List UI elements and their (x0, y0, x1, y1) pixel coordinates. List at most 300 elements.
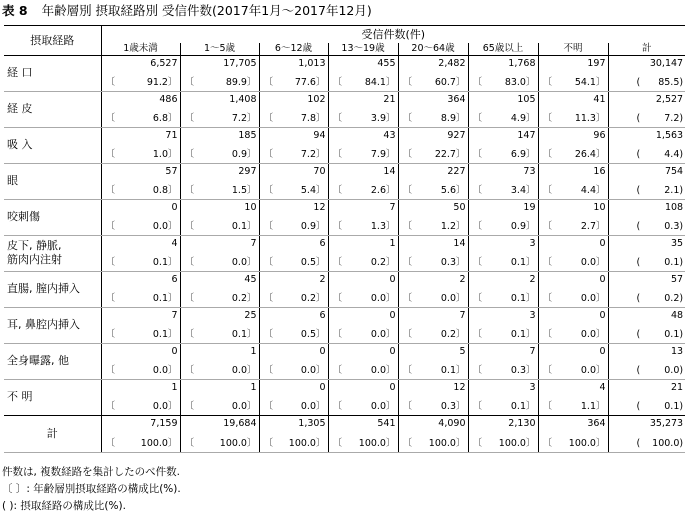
percent-value (637, 257, 684, 269)
close-bracket: 〕 (167, 112, 178, 124)
data-cell (101, 271, 180, 307)
close-bracket: 〕 (246, 148, 257, 160)
row-label-text: 計 (46, 426, 58, 440)
open-bracket: 〔 (105, 292, 116, 304)
close-bracket: 〕 (315, 292, 326, 304)
stats-table (4, 25, 685, 453)
open-bracket: 〔 (332, 148, 343, 160)
open-bracket: 〔 (105, 400, 116, 412)
data-cell (398, 307, 468, 343)
open-bracket: 〔 (542, 184, 553, 196)
percent-number: 0.9 (510, 220, 526, 232)
percent-value (473, 329, 536, 341)
row-label (4, 235, 101, 271)
data-cell (398, 379, 468, 415)
row-label (4, 415, 101, 452)
close-bracket: 〕 (246, 364, 257, 376)
percent-value (403, 149, 466, 161)
percent-number: 100.0 (568, 437, 596, 449)
close-paren: ) (679, 112, 684, 124)
percent-number: 0.0 (580, 328, 596, 340)
percent-number: 0.1 (510, 292, 526, 304)
count-value: 4 (599, 381, 606, 393)
open-paren: ( (636, 112, 641, 124)
close-bracket: 〕 (167, 437, 178, 449)
percent-number: 0.0 (580, 256, 596, 268)
open-bracket: 〔 (332, 364, 343, 376)
row-label (4, 127, 101, 163)
data-cell (101, 415, 180, 452)
data-cell (468, 55, 538, 91)
count-value: 0 (599, 237, 606, 249)
count-value: 41 (593, 93, 606, 105)
count-value: 1,408 (229, 93, 257, 105)
close-bracket: 〕 (595, 328, 606, 340)
count-value: 197 (587, 57, 606, 69)
count-value: 19,684 (223, 417, 257, 429)
close-bracket: 〕 (525, 328, 536, 340)
open-paren: ( (636, 220, 641, 232)
open-bracket: 〔 (332, 184, 343, 196)
percent-number: 2.6 (370, 184, 386, 196)
footnote: 〔 〕: 年齢層別摂取経路の構成比(%). (2, 483, 181, 495)
percent-number: 5.4 (300, 184, 316, 196)
count-value: 13 (671, 345, 684, 357)
column-header: 13～19歳 (328, 43, 398, 56)
open-bracket: 〔 (472, 220, 483, 232)
row-label (4, 163, 101, 199)
count-value: 71 (165, 129, 178, 141)
percent-number: 0.8 (152, 184, 168, 196)
data-cell (608, 127, 685, 163)
percent-value (403, 438, 466, 450)
count-value: 2 (529, 273, 536, 285)
percent-number: 100.0 (219, 437, 247, 449)
open-bracket: 〔 (263, 112, 274, 124)
percent-value (185, 438, 257, 450)
count-value: 0 (389, 381, 396, 393)
count-value: 7 (389, 201, 396, 213)
data-cell (328, 127, 398, 163)
percent-value (333, 329, 396, 341)
percent-number: 0.1 (664, 256, 680, 268)
close-bracket: 〕 (167, 220, 178, 232)
data-cell (180, 343, 259, 379)
close-bracket: 〕 (246, 220, 257, 232)
data-cell (608, 415, 685, 452)
data-cell (180, 55, 259, 91)
percent-value (637, 438, 684, 450)
count-value: 6,527 (150, 57, 178, 69)
close-bracket: 〕 (595, 400, 606, 412)
row-label-text: 咬刺傷 (7, 210, 40, 223)
close-bracket: 〕 (167, 292, 178, 304)
percent-number: 7.2 (231, 112, 247, 124)
percent-number: 26.4 (574, 148, 596, 160)
percent-value (264, 113, 326, 125)
percent-number: 2.7 (580, 220, 596, 232)
open-bracket: 〔 (402, 148, 413, 160)
percent-value (637, 185, 684, 197)
count-value: 12 (313, 201, 326, 213)
percent-value (333, 149, 396, 161)
open-paren: ( (636, 437, 641, 449)
close-paren: ) (679, 437, 684, 449)
count-value: 2,527 (655, 93, 684, 105)
count-value: 364 (587, 417, 606, 429)
close-bracket: 〕 (455, 220, 466, 232)
data-cell (398, 91, 468, 127)
count-value: 7 (171, 309, 178, 321)
close-bracket: 〕 (455, 148, 466, 160)
count-value: 754 (664, 165, 684, 177)
count-value: 0 (319, 381, 326, 393)
data-cell (468, 271, 538, 307)
close-bracket: 〕 (385, 292, 396, 304)
data-cell (101, 199, 180, 235)
close-bracket: 〕 (246, 76, 257, 88)
close-bracket: 〕 (315, 148, 326, 160)
close-bracket: 〕 (525, 400, 536, 412)
row-label-text: 不 明 (7, 390, 33, 403)
percent-value (333, 293, 396, 305)
percent-value (403, 293, 466, 305)
open-bracket: 〔 (332, 220, 343, 232)
percent-number: 8.9 (440, 112, 456, 124)
percent-number: 100.0 (498, 437, 526, 449)
data-cell (538, 91, 608, 127)
count-value: 4,090 (438, 417, 466, 429)
count-value: 21 (383, 93, 396, 105)
row-label-text: 眼 (7, 174, 18, 187)
count-value: 1 (250, 345, 257, 357)
close-bracket: 〕 (455, 256, 466, 268)
count-value: 1,013 (298, 57, 326, 69)
count-value: 105 (517, 93, 536, 105)
footnote: ( ): 摂取経路の構成比(%). (2, 500, 126, 512)
percent-number: 6.8 (152, 112, 168, 124)
percent-number: 4.9 (510, 112, 526, 124)
data-cell (398, 199, 468, 235)
percent-number: 0.2 (231, 292, 247, 304)
close-bracket: 〕 (455, 364, 466, 376)
close-bracket: 〕 (385, 437, 396, 449)
percent-number: 0.1 (152, 256, 168, 268)
open-bracket: 〔 (263, 400, 274, 412)
close-bracket: 〕 (525, 292, 536, 304)
data-cell (468, 235, 538, 271)
close-bracket: 〕 (595, 184, 606, 196)
percent-value (106, 149, 178, 161)
data-cell (398, 127, 468, 163)
close-bracket: 〕 (167, 76, 178, 88)
close-bracket: 〕 (246, 437, 257, 449)
percent-value (264, 438, 326, 450)
count-value: 1,305 (298, 417, 326, 429)
percent-value (403, 257, 466, 269)
percent-number: 3.4 (510, 184, 526, 196)
percent-number: 1.0 (152, 148, 168, 160)
open-bracket: 〔 (472, 364, 483, 376)
data-cell (468, 307, 538, 343)
count-value: 1 (389, 237, 396, 249)
table-row (4, 127, 685, 163)
open-bracket: 〔 (105, 328, 116, 340)
percent-value (637, 77, 684, 89)
table-row (4, 55, 685, 91)
open-bracket: 〔 (472, 256, 483, 268)
count-value: 73 (523, 165, 536, 177)
open-bracket: 〔 (184, 437, 195, 449)
open-bracket: 〔 (542, 148, 553, 160)
open-bracket: 〔 (105, 220, 116, 232)
open-bracket: 〔 (263, 437, 274, 449)
data-cell (468, 163, 538, 199)
percent-value (473, 401, 536, 413)
data-cell (608, 91, 685, 127)
table-row (4, 199, 685, 235)
percent-number: 4.4 (580, 184, 596, 196)
count-value: 12 (453, 381, 466, 393)
open-bracket: 〔 (402, 364, 413, 376)
percent-value (473, 365, 536, 377)
row-label (4, 55, 101, 91)
close-bracket: 〕 (246, 328, 257, 340)
table-row (4, 91, 685, 127)
percent-number: 0.0 (440, 292, 456, 304)
open-bracket: 〔 (542, 328, 553, 340)
percent-number: 0.0 (370, 292, 386, 304)
open-bracket: 〔 (184, 364, 195, 376)
percent-number: 100.0 (358, 437, 386, 449)
data-cell (538, 127, 608, 163)
percent-value (473, 221, 536, 233)
close-bracket: 〕 (595, 256, 606, 268)
percent-number: 84.1 (364, 76, 386, 88)
open-bracket: 〔 (472, 112, 483, 124)
count-value: 94 (313, 129, 326, 141)
open-bracket: 〔 (542, 292, 553, 304)
data-cell (259, 307, 328, 343)
percent-number: 0.3 (510, 364, 526, 376)
percent-value (637, 329, 684, 341)
close-bracket: 〕 (246, 292, 257, 304)
open-bracket: 〔 (184, 220, 195, 232)
count-value: 455 (377, 57, 396, 69)
close-bracket: 〕 (525, 184, 536, 196)
percent-number: 85.5 (658, 76, 680, 88)
open-bracket: 〔 (263, 256, 274, 268)
table-row (4, 343, 685, 379)
open-bracket: 〔 (263, 220, 274, 232)
percent-value (106, 365, 178, 377)
row-label (4, 379, 101, 415)
data-cell (398, 343, 468, 379)
percent-value (333, 257, 396, 269)
percent-number: 22.7 (434, 148, 456, 160)
table-row (4, 163, 685, 199)
close-bracket: 〕 (455, 292, 466, 304)
footnotes (2, 464, 181, 515)
count-value: 45 (244, 273, 257, 285)
total-row (4, 415, 685, 452)
close-bracket: 〕 (455, 328, 466, 340)
close-paren: ) (679, 292, 684, 304)
table-row (4, 235, 685, 271)
percent-value (543, 77, 606, 89)
data-cell (468, 415, 538, 452)
percent-value (264, 329, 326, 341)
percent-value (403, 113, 466, 125)
percent-value (543, 257, 606, 269)
percent-number: 0.1 (664, 400, 680, 412)
close-bracket: 〕 (315, 76, 326, 88)
percent-number: 0.9 (300, 220, 316, 232)
open-bracket: 〔 (472, 292, 483, 304)
count-value: 25 (244, 309, 257, 321)
percent-value (637, 113, 684, 125)
percent-value (185, 293, 257, 305)
percent-value (543, 365, 606, 377)
close-bracket: 〕 (246, 112, 257, 124)
percent-number: 0.1 (231, 220, 247, 232)
close-bracket: 〕 (315, 220, 326, 232)
percent-number: 0.1 (440, 364, 456, 376)
percent-number: 0.0 (231, 400, 247, 412)
data-cell (538, 199, 608, 235)
count-value: 6 (171, 273, 178, 285)
percent-number: 0.0 (580, 364, 596, 376)
count-value: 7 (459, 309, 466, 321)
row-label (4, 307, 101, 343)
percent-value (185, 185, 257, 197)
percent-number: 0.0 (370, 328, 386, 340)
count-value: 96 (593, 129, 606, 141)
open-bracket: 〔 (402, 292, 413, 304)
count-value: 297 (238, 165, 257, 177)
count-value: 50 (453, 201, 466, 213)
data-cell (608, 163, 685, 199)
percent-value (403, 185, 466, 197)
data-cell (608, 271, 685, 307)
count-value: 486 (159, 93, 178, 105)
data-cell (180, 163, 259, 199)
data-cell (328, 271, 398, 307)
open-paren: ( (636, 328, 641, 340)
open-bracket: 〔 (402, 256, 413, 268)
percent-number: 0.0 (231, 364, 247, 376)
percent-number: 0.0 (152, 364, 168, 376)
data-cell (180, 199, 259, 235)
row-header: 摂取経路 (4, 26, 101, 56)
open-bracket: 〔 (472, 328, 483, 340)
count-value: 10 (244, 201, 257, 213)
count-value: 70 (313, 165, 326, 177)
percent-number: 7.9 (370, 148, 386, 160)
percent-number: 100.0 (428, 437, 456, 449)
percent-number: 0.0 (152, 220, 168, 232)
percent-value (543, 149, 606, 161)
count-value: 0 (171, 345, 178, 357)
open-bracket: 〔 (184, 400, 195, 412)
percent-value (637, 293, 684, 305)
percent-value (264, 221, 326, 233)
percent-number: 0.0 (370, 400, 386, 412)
data-cell (398, 271, 468, 307)
count-value: 3 (529, 237, 536, 249)
percent-value (637, 221, 684, 233)
close-paren: ) (679, 256, 684, 268)
percent-value (185, 77, 257, 89)
table-row (4, 271, 685, 307)
count-value: 0 (389, 309, 396, 321)
open-bracket: 〔 (332, 400, 343, 412)
close-bracket: 〕 (595, 112, 606, 124)
open-bracket: 〔 (105, 437, 116, 449)
percent-number: 0.5 (300, 256, 316, 268)
percent-number: 0.1 (510, 328, 526, 340)
open-paren: ( (636, 400, 641, 412)
row-label-text: 経 皮 (7, 102, 33, 115)
count-value: 0 (599, 345, 606, 357)
open-bracket: 〔 (402, 112, 413, 124)
percent-number: 0.0 (370, 364, 386, 376)
open-bracket: 〔 (402, 400, 413, 412)
data-cell (101, 235, 180, 271)
percent-number: 0.2 (664, 292, 680, 304)
open-bracket: 〔 (472, 184, 483, 196)
group-header: 受信件数(件) (101, 26, 685, 43)
percent-value (106, 221, 178, 233)
close-bracket: 〕 (595, 292, 606, 304)
row-label-text: 吸 入 (7, 138, 33, 151)
column-header: 1～5歳 (180, 43, 259, 56)
count-value: 7 (250, 237, 257, 249)
data-cell (180, 307, 259, 343)
data-cell (328, 199, 398, 235)
percent-value (106, 113, 178, 125)
row-label-text: 皮下, 静脈, (7, 239, 62, 252)
percent-number: 1.2 (440, 220, 456, 232)
percent-number: 60.7 (434, 76, 456, 88)
data-cell (259, 343, 328, 379)
data-cell (259, 163, 328, 199)
percent-value (185, 329, 257, 341)
percent-number: 0.1 (231, 328, 247, 340)
percent-number: 0.2 (300, 292, 316, 304)
close-bracket: 〕 (385, 148, 396, 160)
close-bracket: 〕 (525, 76, 536, 88)
close-bracket: 〕 (385, 328, 396, 340)
data-cell (468, 379, 538, 415)
data-cell (259, 271, 328, 307)
percent-value (543, 329, 606, 341)
close-bracket: 〕 (455, 400, 466, 412)
percent-number: 11.3 (574, 112, 596, 124)
close-bracket: 〕 (455, 437, 466, 449)
percent-value (333, 185, 396, 197)
percent-number: 100.0 (140, 437, 168, 449)
open-bracket: 〔 (184, 184, 195, 196)
close-bracket: 〕 (595, 148, 606, 160)
open-bracket: 〔 (263, 184, 274, 196)
footnote: 件数は, 複数経路を集計したのべ件数. (2, 466, 181, 478)
count-value: 14 (383, 165, 396, 177)
data-cell (468, 127, 538, 163)
row-label-text: 耳, 鼻腔内挿入 (7, 318, 80, 331)
percent-number: 0.9 (231, 148, 247, 160)
percent-number: 0.1 (664, 328, 680, 340)
